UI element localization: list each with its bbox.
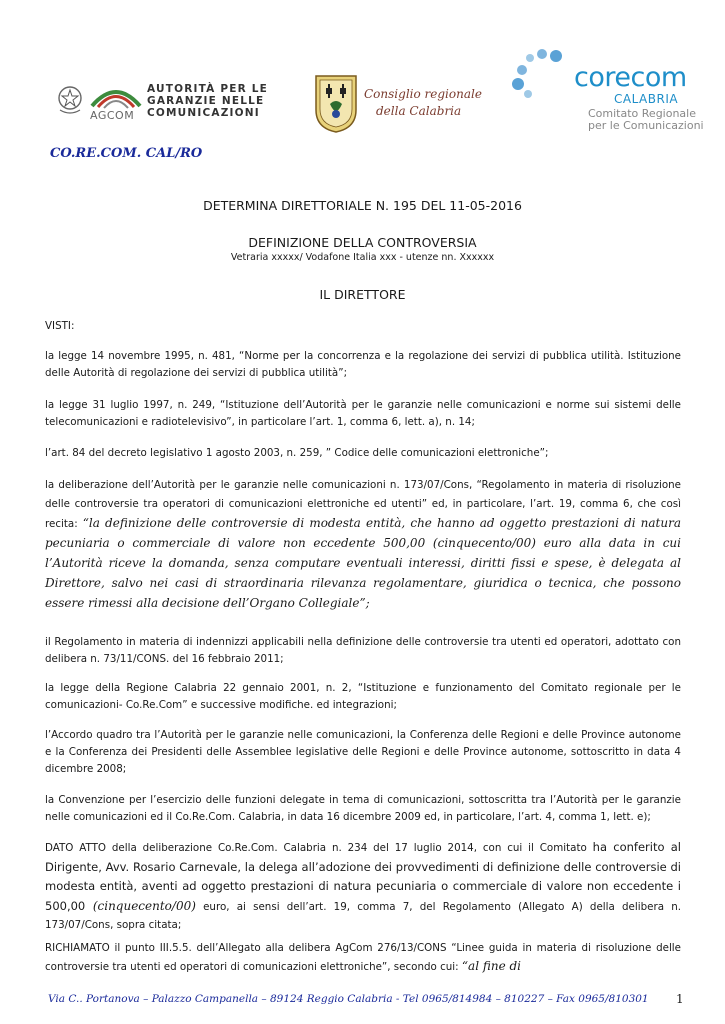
corecom-sub-line-2: per le Comunicazioni [588, 119, 704, 132]
paragraph-10-b: “al fine di [461, 959, 522, 973]
agcom-label: AGCOM [90, 109, 135, 122]
paragraph-1: la legge 14 novembre 1995, n. 481, “Norme per la concorrenza e la regolazione dei servizi di pubblica utilità. Istituzione delle Autorità di regolazione dei servizi di pubblica utilità”; [45, 350, 681, 379]
corecom-sub-line-1: Comitato Regionale [588, 107, 696, 120]
regional-council-name [364, 86, 482, 120]
paragraph-2: la legge 31 luglio 1997, n. 249, “Istituzione dell’Autorità per le garanzie nelle comunicazioni e norme sui sistemi delle telecomunicazioni e radiotelevisivo”, in particolare l’art. 1, comma 6, lett. a), n. 14; [45, 399, 681, 428]
region-line-1: Consiglio regionale [364, 87, 482, 101]
calabria-crest-icon [312, 72, 360, 134]
page-number: 1 [676, 992, 684, 1006]
corecom-region: CALABRIA [614, 92, 679, 106]
corecom-wordmark: corecom [574, 62, 687, 93]
paragraph-4-intro: la deliberazione dell’Autorità per le garanzie nelle comunicazioni n. 173/07/Cons, “Regolamento in materia di risoluzione delle controversie tra operatori di comunicazioni elettroniche ed utenti” ed, in particolare, l’art. 19, comma 6, che così recita: [45, 479, 681, 530]
agcom-logo-icon [90, 80, 142, 110]
paragraph-9 [45, 838, 681, 935]
agcom-name [147, 83, 268, 119]
agcom-line-2: GARANZIE NELLE [147, 95, 265, 107]
paragraph-5: il Regolamento in materia di indennizzi applicabili nella definizione delle controversie tra utenti ed operatori, adottato con delibera n. 73/11/CONS. del 16 febbraio 2011; [45, 636, 681, 665]
region-line-2: della Calabria [376, 104, 462, 118]
paragraph-4 [45, 476, 681, 614]
paragraph-9-c: (cinquecento/00) [92, 898, 196, 913]
document-subtitle: DEFINIZIONE DELLA CONTROVERSIA [248, 235, 477, 250]
paragraph-7: l’Accordo quadro tra l’Autorità per le garanzie nelle comunicazioni, la Conferenza delle Regioni e delle Province autonome e la Conferenza dei Presidenti delle Assemblee legislative delle Regioni e delle Province autonome, sottoscritto in data 4 dicembre 2008; [45, 729, 681, 775]
republic-emblem-icon [55, 84, 85, 116]
parties-line: Vetraria xxxxx/ Vodafone Italia xxx - utenze nn. Xxxxxx [230, 252, 495, 263]
paragraph-6: la legge della Regione Calabria 22 gennaio 2001, n. 2, “Istituzione e funzionamento del Comitato regionale per le comunicazioni- Co.Re.Com” e successive modifiche. ed integrazioni; [45, 682, 681, 711]
paragraph-9-a: DATO ATTO della deliberazione Co.Re.Com. Calabria n. 234 del 17 luglio 2014, con cui il Comitato [45, 842, 593, 854]
paragraph-9-d: euro, ai sensi dell’art. 19, comma 7, del Regolamento (Allegato A) della delibera n. 173/07/Cons, sopra citata; [45, 900, 681, 931]
visti-label: VISTI: [45, 320, 75, 332]
paragraph-3: l’art. 84 del decreto legislativo 1 agosto 2003, n. 259, ” Codice delle comunicazioni elettroniche”; [45, 447, 549, 459]
document-reference: CO.RE.COM. CAL/RO [50, 146, 203, 161]
paragraph-4-quote: “la definizione delle controversie di modesta entità, che hanno ad oggetto prestazioni di natura pecuniaria o commerciale di valore non eccedente 500,00 (cinquecento/00) euro alla data in cui l’Autorità riceve la domanda, senza computare eventuali interessi, diritti fissi e spese, è delegata al Direttore, salvo nei casi di straordinaria rilevanza regolamentare, giuridica o tecnica, che possono essere rimessi alla decisione dell’Organo Collegiale”; [45, 516, 681, 610]
paragraph-10-a: RICHIAMATO il punto III.5.5. dell’Allegato alla delibera AgCom 276/13/CONS “Linee guida in materia di risoluzione delle controversie tra utenti ed operatori di comunicazioni elettroniche”, secondo cui: [45, 942, 681, 973]
agcom-line-1: AUTORITÀ PER LE [147, 83, 269, 95]
paragraph-8: la Convenzione per l’esercizio delle funzioni delegate in tema di comunicazioni, sottoscritta tra l’Autorità per le garanzie nelle comunicazioni ed il Co.Re.Com. Calabria, in data 16 dicembre 2009 ed, in particolare, l’art. 4, comma 1, lett. e); [45, 794, 681, 823]
paragraph-9-b: ha conferito al Dirigente, Avv. Rosario Carnevale, la delega all’adozione dei provvedimenti di definizione delle controversie di modesta entità, aventi ad oggetto prestazioni di natura pecuniaria o commerciale di valore non eccedente i 500,00 [45, 840, 681, 913]
agcom-line-3: COMUNICAZIONI [147, 107, 260, 119]
corecom-logo-icon [510, 48, 580, 98]
corecom-subtitle [588, 108, 704, 132]
document-title: DETERMINA DIRETTORIALE N. 195 DEL 11-05-2016 [203, 198, 522, 213]
director-heading: IL DIRETTORE [319, 287, 406, 302]
footer-address: Via C.. Portanova – Palazzo Campanella – 89124 Reggio Calabria - Tel 0965/814984 – 810227 – Fax 0965/810301 [48, 993, 649, 1005]
paragraph-10 [45, 939, 681, 976]
